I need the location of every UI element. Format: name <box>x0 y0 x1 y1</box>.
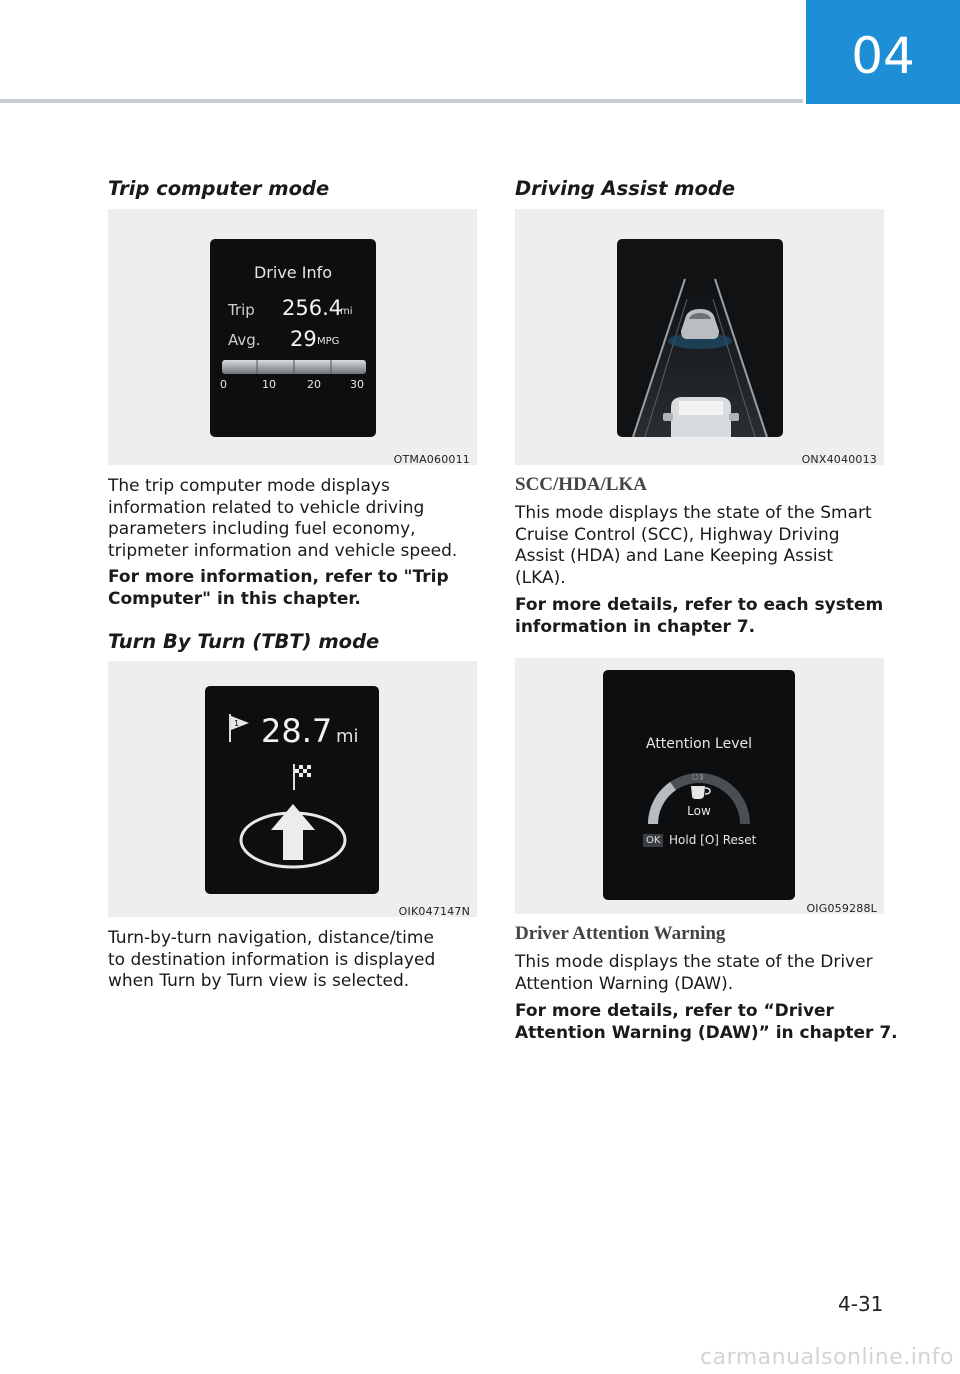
figure-code: OIG059288L <box>806 902 877 915</box>
trip-computer-mode-title: Trip computer mode <box>108 177 330 200</box>
text-line: For more information, refer to "Trip <box>108 567 449 587</box>
trip-note <box>108 567 449 610</box>
scc-hda-lka-subtitle: SCC/HDA/LKA <box>515 474 647 495</box>
daw-note <box>515 1001 898 1044</box>
assist-description <box>515 503 872 589</box>
assist-note <box>515 595 883 638</box>
trip-computer-screen <box>210 239 376 437</box>
ok-key-badge: OK <box>643 834 663 847</box>
tbt-screen <box>205 686 379 894</box>
tbt-distance: 28.7 <box>261 712 333 750</box>
text-line: Computer" in this chapter. <box>108 588 361 609</box>
attention-level-screen <box>603 670 795 900</box>
page-number: 4-31 <box>838 1292 884 1316</box>
avg-unit: MPG <box>317 336 340 347</box>
text-line: For more details, refer to “Driver <box>515 1001 834 1021</box>
text-line: to destination information is displayed <box>108 949 436 970</box>
waypoint-flag-icon <box>225 712 253 744</box>
trip-unit: mi <box>340 306 353 317</box>
destination-checkered-flag-icon <box>291 762 315 792</box>
text-line: Cruise Control (SCC), Highway Driving <box>515 524 840 545</box>
header-rule <box>0 99 803 103</box>
avg-label: Avg. <box>228 331 261 349</box>
svg-text:1: 1 <box>234 719 240 728</box>
text-line: This mode displays the state of the Smart <box>515 503 872 523</box>
driving-assist-mode-title: Driving Assist mode <box>515 177 736 200</box>
tbt-description <box>108 928 435 993</box>
driver-attention-warning-subtitle: Driver Attention Warning <box>515 923 726 944</box>
figure-code: OTMA060011 <box>393 453 470 466</box>
avg-value: 29 <box>290 327 317 351</box>
straight-arrow-icon <box>237 800 349 872</box>
driving-assist-screen <box>617 239 783 437</box>
trip-value: 256.4 <box>282 296 343 320</box>
drive-info-title: Drive Info <box>253 263 333 282</box>
figure-code: ONX4040013 <box>801 453 877 466</box>
driving-assist-figure <box>515 209 884 465</box>
text-line: information related to vehicle driving <box>108 497 425 518</box>
chapter-number: 04 <box>851 27 915 85</box>
text-line: Turn-by-turn navigation, distance/time <box>108 928 434 948</box>
text-line: tripmeter information and vehicle speed. <box>108 540 458 561</box>
svg-text:ঃ: ঃ <box>691 773 705 783</box>
tbt-figure <box>108 661 477 917</box>
daw-description <box>515 952 873 995</box>
text-line: when Turn by Turn view is selected. <box>108 971 410 991</box>
watermark-url: carmanualsonline.info <box>700 1345 954 1370</box>
scale-tick-30: 30 <box>350 378 364 391</box>
text-line: parameters including fuel economy, <box>108 519 416 539</box>
front-vehicle-icon <box>677 305 723 345</box>
attention-level-value: Low <box>687 804 711 818</box>
text-line: The trip computer mode displays <box>108 476 390 496</box>
tbt-unit: mi <box>336 726 359 747</box>
figure-code: OIK047147N <box>398 905 470 918</box>
text-line: information in chapter 7. <box>515 616 756 637</box>
text-line: (LKA). <box>515 567 566 588</box>
attention-level-title: Attention Level <box>645 736 753 752</box>
chapter-tab <box>806 0 960 104</box>
tbt-mode-title: Turn By Turn (TBT) mode <box>108 630 380 653</box>
text-line: For more details, refer to each system <box>515 595 884 615</box>
text-line: Attention Warning (DAW). <box>515 973 734 994</box>
coffee-cup-icon <box>689 784 711 800</box>
trip-description <box>108 476 457 562</box>
scale-tick-20: 20 <box>307 378 321 391</box>
trip-computer-figure <box>108 209 477 465</box>
scale-tick-0: 0 <box>220 378 227 391</box>
scale-tick-10: 10 <box>262 378 276 391</box>
text-line: Attention Warning (DAW)” in chapter 7. <box>515 1022 898 1043</box>
trip-label: Trip <box>228 301 255 319</box>
reset-instruction: Hold [O] Reset <box>669 833 757 847</box>
own-vehicle-icon <box>661 395 741 437</box>
fuel-economy-scale-bar <box>220 357 368 381</box>
text-line: This mode displays the state of the Driver <box>515 952 873 972</box>
attention-level-figure <box>515 658 884 914</box>
text-line: Assist (HDA) and Lane Keeping Assist <box>515 546 834 566</box>
